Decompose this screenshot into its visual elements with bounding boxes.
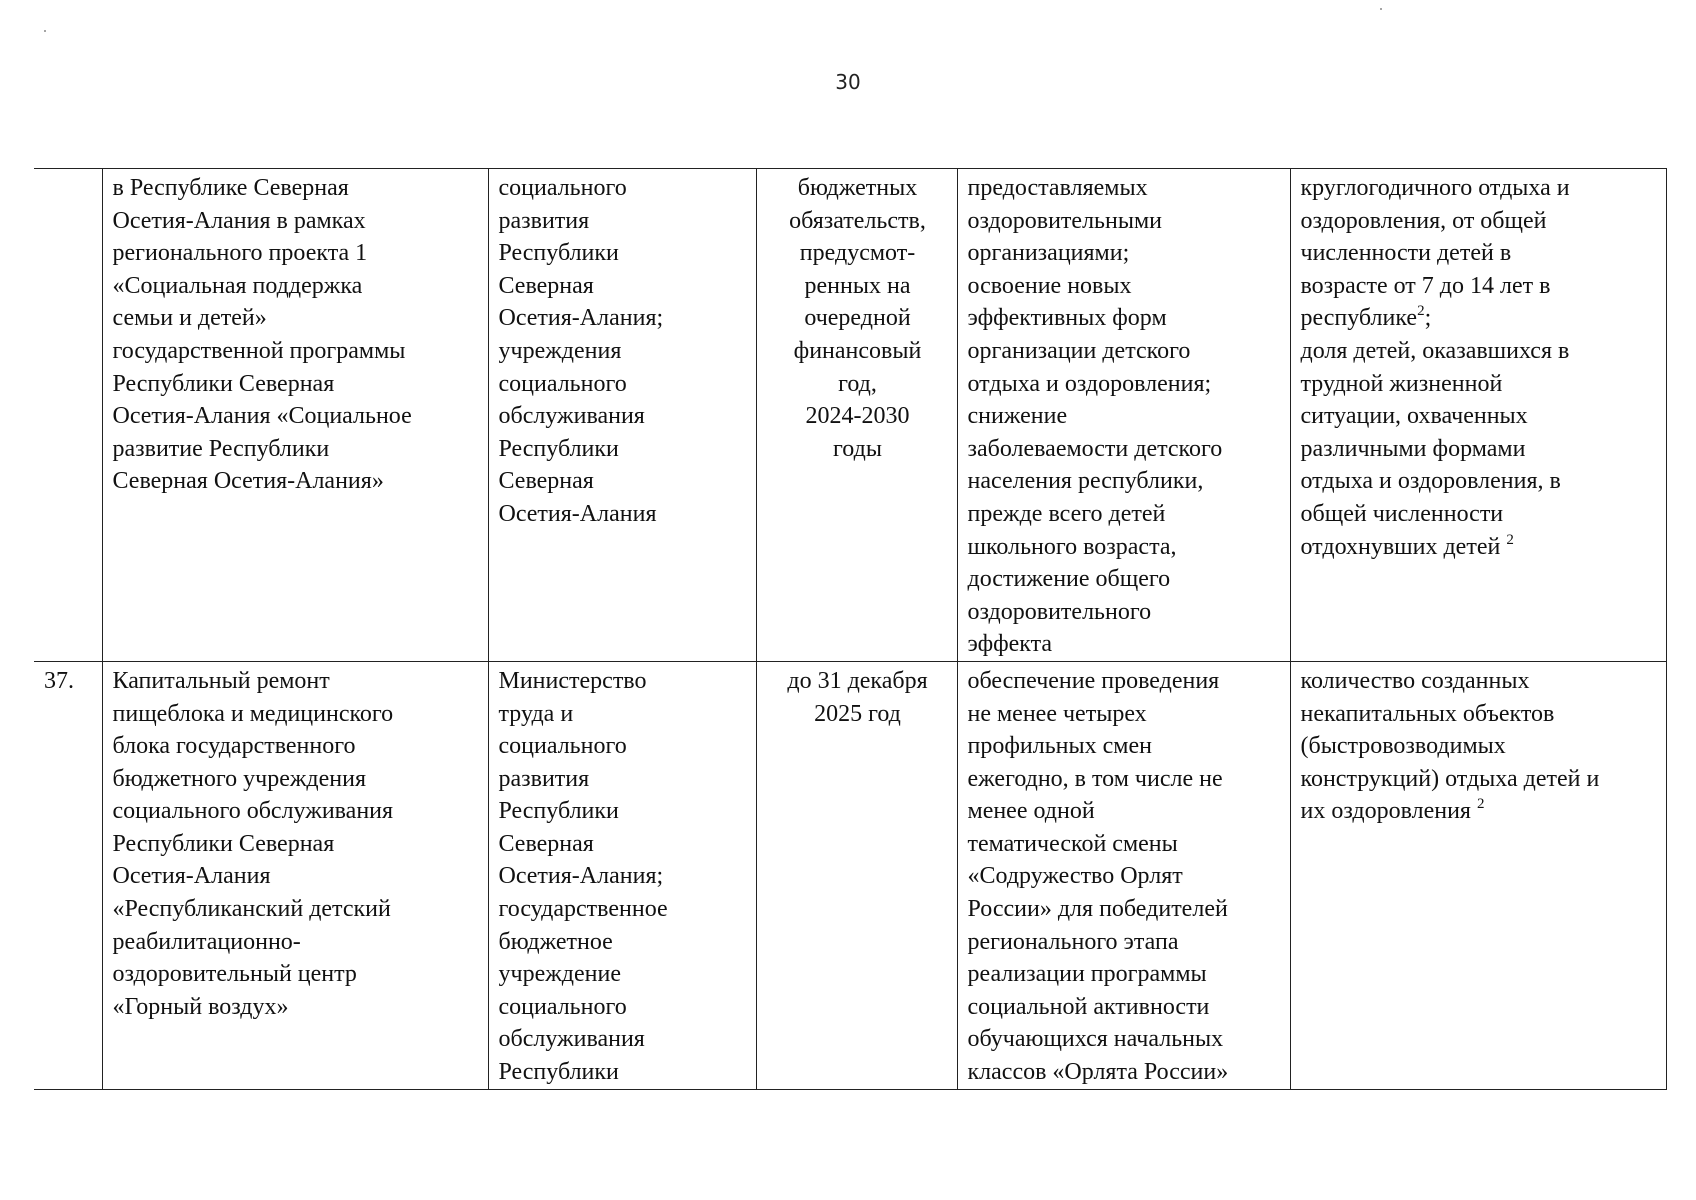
row-number-cell: 37. <box>34 661 102 1089</box>
scan-speck <box>1380 8 1382 10</box>
page-number: 30 <box>835 70 861 94</box>
result-cell: предоставляемых оздоровительными организациями; освоение новых эффективных форм организации детского отдыха и оздоровления; снижение заболеваемости детского населения республики, прежде всего детей школьного возраста, достижение общего оздоровительного эффекта <box>957 169 1290 662</box>
executor-cell: Министерство труда и социального развития Республики Северная Осетия-Алания; государственное бюджетное учреждение социального обслуживания Республики <box>488 661 756 1089</box>
event-cell: в Республике Северная Осетия-Алания в рамках регионального проекта 1 «Социальная поддержка семьи и детей» государственной программы Республики Северная Осетия-Алания «Социальное развитие Республики Северная Осетия-Алания» <box>102 169 488 662</box>
indicator-cell <box>1290 169 1666 662</box>
executor-cell: социального развития Республики Северная Осетия-Алания; учреждения социального обслуживания Республики Северная Осетия-Алания <box>488 169 756 662</box>
footnote-mark: 2 <box>1417 303 1425 320</box>
indicator-text: количество созданных некапитальных объектов (быстровозводимых конструкций) отдыха детей и их оздоровления <box>1300 667 1600 825</box>
row-number-cell <box>34 169 102 662</box>
scan-speck <box>44 30 46 32</box>
indicator-cell <box>1290 661 1666 1089</box>
indicator-text: круглогодичного отдыха и оздоровления, от общей численности детей в возрасте от 7 до 14 лет в республике <box>1300 175 1570 332</box>
table-row <box>34 661 1666 1089</box>
result-cell: обеспечение проведения не менее четырех профильных смен ежегодно, в том числе не менее одной тематической смены «Содружество Орлят России» для победителей регионального этапа реализации программы социальной активности обучающихся начальных классов «Орлята России» <box>957 661 1290 1089</box>
term-cell: до 31 декабря 2025 год <box>756 661 957 1089</box>
indicator-text: ; доля детей, оказавшихся в трудной жизненной ситуации, охваченных различными формами отдыха и оздоровления, в общей численности отдохнувших детей <box>1300 305 1570 560</box>
event-cell: Капитальный ремонт пищеблока и медицинского блока государственного бюджетного учреждения социального обслуживания Республики Северная Осетия-Алания «Республиканский детский реабилитационно- оздоровительный центр «Горный воздух» <box>102 661 488 1089</box>
measures-table <box>34 168 1667 1090</box>
footnote-mark: 2 <box>1476 796 1485 813</box>
footnote-mark: 2 <box>1506 531 1514 548</box>
term-cell: бюджетных обязательств, предусмот- ренных на очередной финансовый год, 2024-2030 годы <box>756 169 957 662</box>
table-row <box>34 169 1666 662</box>
